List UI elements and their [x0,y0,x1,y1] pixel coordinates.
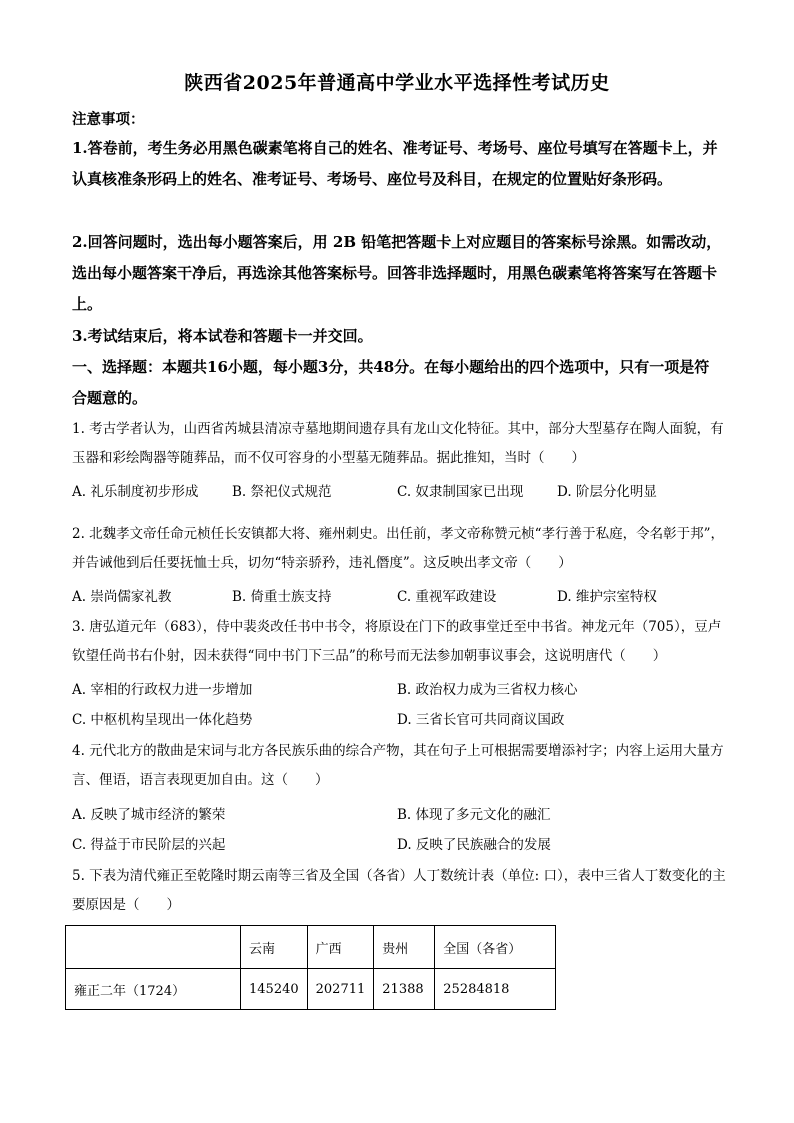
question-5-stem: 5. 下表为清代雍正至乾隆时期云南等三省及全国（各省）人丁数统计表（单位: 口），表中三省人丁数变化的主要原因是（ ） [72,868,726,913]
section-heading: 一、选择题：本题共16小题，每小题3分，共48分。在每小题给出的四个选项中，只有一项是符合题意的。 [72,358,710,407]
question-3-options-row1 [72,678,732,702]
question-4-stem: 4. 元代北方的散曲是宋词与北方各民族乐曲的综合产物，其在句子上可根据需要增添衬字；内容上运用大量方言、俚语，语言表现更加自由。这（ ） [72,743,724,788]
table-cell: 202711 [307,969,374,1010]
table-cell: 145240 [241,969,308,1010]
question-4-options-row1 [72,803,732,827]
option-d[interactable]: D. 三省长官可共同商议国政 [397,712,565,728]
question-1-stem: 1. 考古学者认为，山西省芮城县清凉寺墓地期间遗存具有龙山文化特征。其中，部分大型墓存在陶人面貌，有玉器和彩绘陶器等随葬品，而不仅可容身的小型墓无随葬品。据此推知，当时（ ） [72,421,724,466]
page-title: 陕西省2025年普通高中学业水平选择性考试历史 [184,72,610,94]
population-table [65,925,556,1010]
option-b[interactable]: B. 政治权力成为三省权力核心 [397,682,578,698]
option-d[interactable]: D. 维护宗室特权 [557,589,657,605]
question-4-options-row2 [72,833,732,857]
option-c[interactable]: C. 奴隶制国家已出现 [397,484,524,500]
option-c[interactable]: C. 重视军政建设 [397,589,497,605]
option-a[interactable]: A. 宰相的行政权力进一步增加 [72,682,253,698]
table-cell: 25284818 [435,969,556,1010]
table-cell: 雍正二年（1724） [66,969,241,1010]
table-header-cell: 全国（各省） [435,926,556,969]
table-header-cell: 广西 [307,926,374,969]
question-1-options [72,480,732,504]
table-header-row [66,926,556,969]
question-3-options-row2 [72,708,732,732]
note-item-2: 2.回答问题时，选出每小题答案后，用 2B 铅笔把答题卡上对应题目的答案标号涂黑。如需改动，选出每小题答案干净后，再选涂其他答案标号。回答非选择题时，用黑色碳素笔将答案写在答题卡上。 [72,233,722,313]
option-b[interactable]: B. 祭祀仪式规范 [232,484,332,500]
note-item-3: 3.考试结束后，将本试卷和答题卡一并交回。 [72,327,373,345]
table-cell: 21388 [374,969,435,1010]
option-d[interactable]: D. 阶层分化明显 [557,484,657,500]
notes-heading: 注意事项： [72,111,145,128]
option-b[interactable]: B. 倚重士族支持 [232,589,332,605]
option-b[interactable]: B. 体现了多元文化的融汇 [397,807,551,823]
note-item-1: 1.答卷前，考生务必用黑色碳素笔将自己的姓名、准考证号、考场号、座位号填写在答题卡上，并认真核准条形码上的姓名、准考证号、考场号、座位号及科目，在规定的位置贴好条形码。 [72,139,718,188]
option-a[interactable]: A. 反映了城市经济的繁荣 [72,807,226,823]
table-header-cell: 云南 [241,926,308,969]
question-2-options [72,585,732,609]
option-c[interactable]: C. 中枢机构呈现出一体化趋势 [72,712,253,728]
table-header-cell: 贵州 [374,926,435,969]
question-2-stem: 2. 北魏孝文帝任命元桢任长安镇都大将、雍州刺史。出任前，孝文帝称赞元桢“孝行善于私庭，令名彰于邦”，并告诫他到后任要抚恤士兵，切勿“特亲骄矜，违礼僭度”。这反映出孝文帝（ ） [72,526,724,571]
option-a[interactable]: A. 崇尚儒家礼教 [72,589,172,605]
table-row [66,969,556,1010]
question-3-stem: 3. 唐弘道元年（683），侍中裴炎改任书中书令，将原设在门下的政事堂迁至中书省。神龙元年（705），豆卢钦望任尚书右仆射，因未获得“同中书门下三品”的称号而无法参加朝事议事会，这说明唐代（ ） [72,619,722,664]
option-a[interactable]: A. 礼乐制度初步形成 [72,484,199,500]
table-header-cell [66,926,241,969]
option-d[interactable]: D. 反映了民族融合的发展 [397,837,551,853]
option-c[interactable]: C. 得益于市民阶层的兴起 [72,837,226,853]
